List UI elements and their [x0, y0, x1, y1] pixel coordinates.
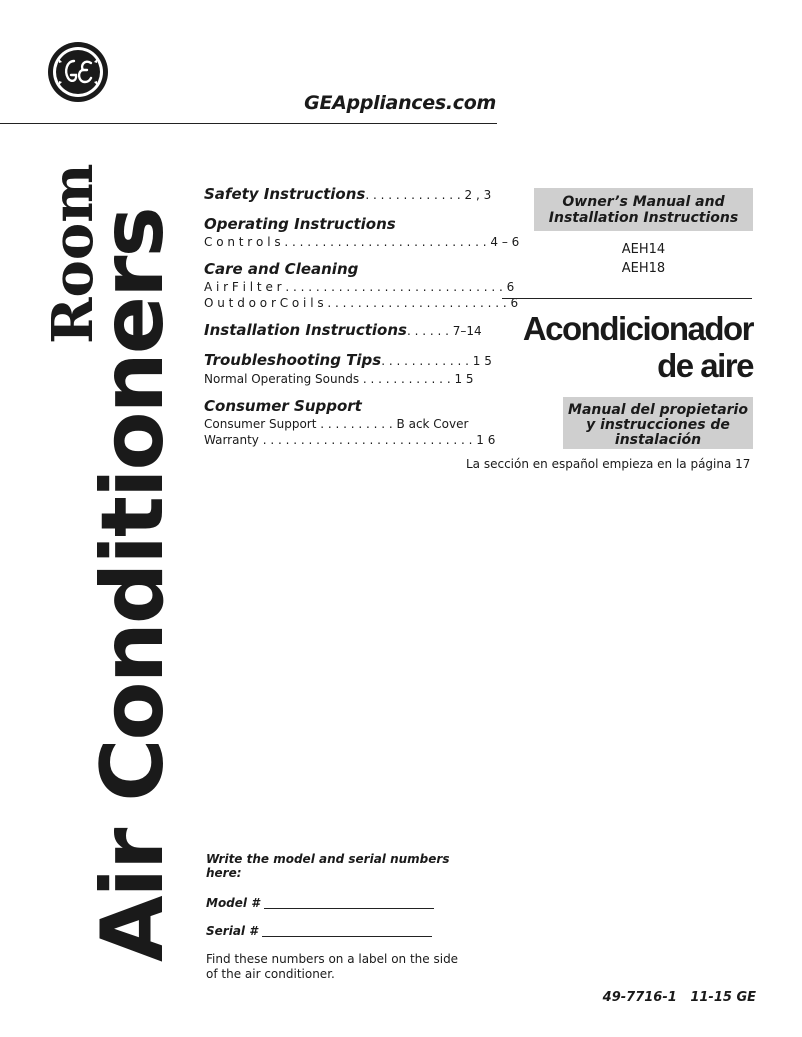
toc-item[interactable]: O u t d o o r C o i l s . . . . . . . . . . . . . . . . . . . . . . . . 6 [204, 296, 519, 310]
spanish-manual-line: y instrucciones de [586, 417, 730, 433]
model-number: AEH14 [621, 242, 666, 257]
title-air-conditioners: Air Conditioners [83, 208, 183, 962]
spanish-title [500, 310, 753, 384]
toc-section-troubleshooting [204, 351, 504, 387]
model-number: AEH18 [621, 261, 666, 276]
document-number: 49-7716-1 11-15 GE [602, 990, 756, 1005]
toc-item[interactable]: Consumer Support . . . . . . . . . . B ack Cover [204, 417, 469, 431]
model-list [534, 240, 753, 278]
model-number-field [206, 896, 486, 910]
model-label: Model # [206, 896, 260, 910]
manual-type-box [534, 188, 753, 231]
toc-heading[interactable]: Operating Instructions [204, 215, 396, 233]
toc-section-installation [204, 321, 504, 341]
toc-heading[interactable]: Installation Instructions. . . . . . 7–14 [204, 321, 482, 339]
website-url: GEAppliances.com [304, 92, 496, 114]
toc-heading[interactable]: Care and Cleaning [204, 260, 359, 278]
manual-type-line: Installation Instructions [548, 210, 739, 226]
toc-heading[interactable]: Troubleshooting Tips. . . . . . . . . . . . 1 5 [204, 351, 492, 369]
toc-item[interactable]: Warranty . . . . . . . . . . . . . . . . . . . . . . . . . . . . 1 6 [204, 433, 496, 447]
header-divider [0, 123, 497, 124]
serial-blank-line [262, 936, 432, 937]
toc-section-operating [204, 215, 520, 250]
toc-heading[interactable]: Consumer Support [204, 397, 362, 415]
serial-label: Serial # [206, 924, 258, 938]
manual-type-line: Owner’s Manual and [562, 194, 725, 210]
spanish-manual-line: Manual del propietario [568, 402, 748, 418]
toc-section-consumer-support [204, 397, 504, 448]
toc-section-safety [204, 185, 504, 205]
table-of-contents [204, 185, 520, 458]
model-serial-record [206, 852, 486, 982]
spanish-section-note: La sección en español empieza en la página 17 [466, 457, 751, 471]
record-note: Find these numbers on a label on the side of the air conditioner. [206, 952, 459, 981]
toc-section-care [204, 260, 519, 311]
serial-number-field [206, 924, 486, 938]
spanish-manual-box [563, 397, 753, 449]
title-room: Room [40, 163, 106, 344]
ge-monogram-icon [47, 41, 109, 103]
toc-item[interactable]: C o n t r o l s . . . . . . . . . . . . . . . . . . . . . . . . . . . 4 – 6 [204, 235, 520, 249]
record-heading: Write the model and serial numbers here: [206, 852, 450, 880]
spanish-title-line: de aire [657, 347, 753, 384]
model-blank-line [264, 908, 434, 909]
section-divider [502, 298, 752, 299]
toc-item[interactable]: Normal Operating Sounds . . . . . . . . . . . . 1 5 [204, 372, 474, 386]
spanish-title-line: Acondicionador [522, 310, 753, 347]
toc-item[interactable]: A i r F i l t e r . . . . . . . . . . . . . . . . . . . . . . . . . . . . . 6 [204, 280, 515, 294]
spanish-manual-line: instalación [614, 432, 702, 448]
toc-heading[interactable]: Safety Instructions. . . . . . . . . . . . . 2 , 3 [204, 185, 492, 203]
